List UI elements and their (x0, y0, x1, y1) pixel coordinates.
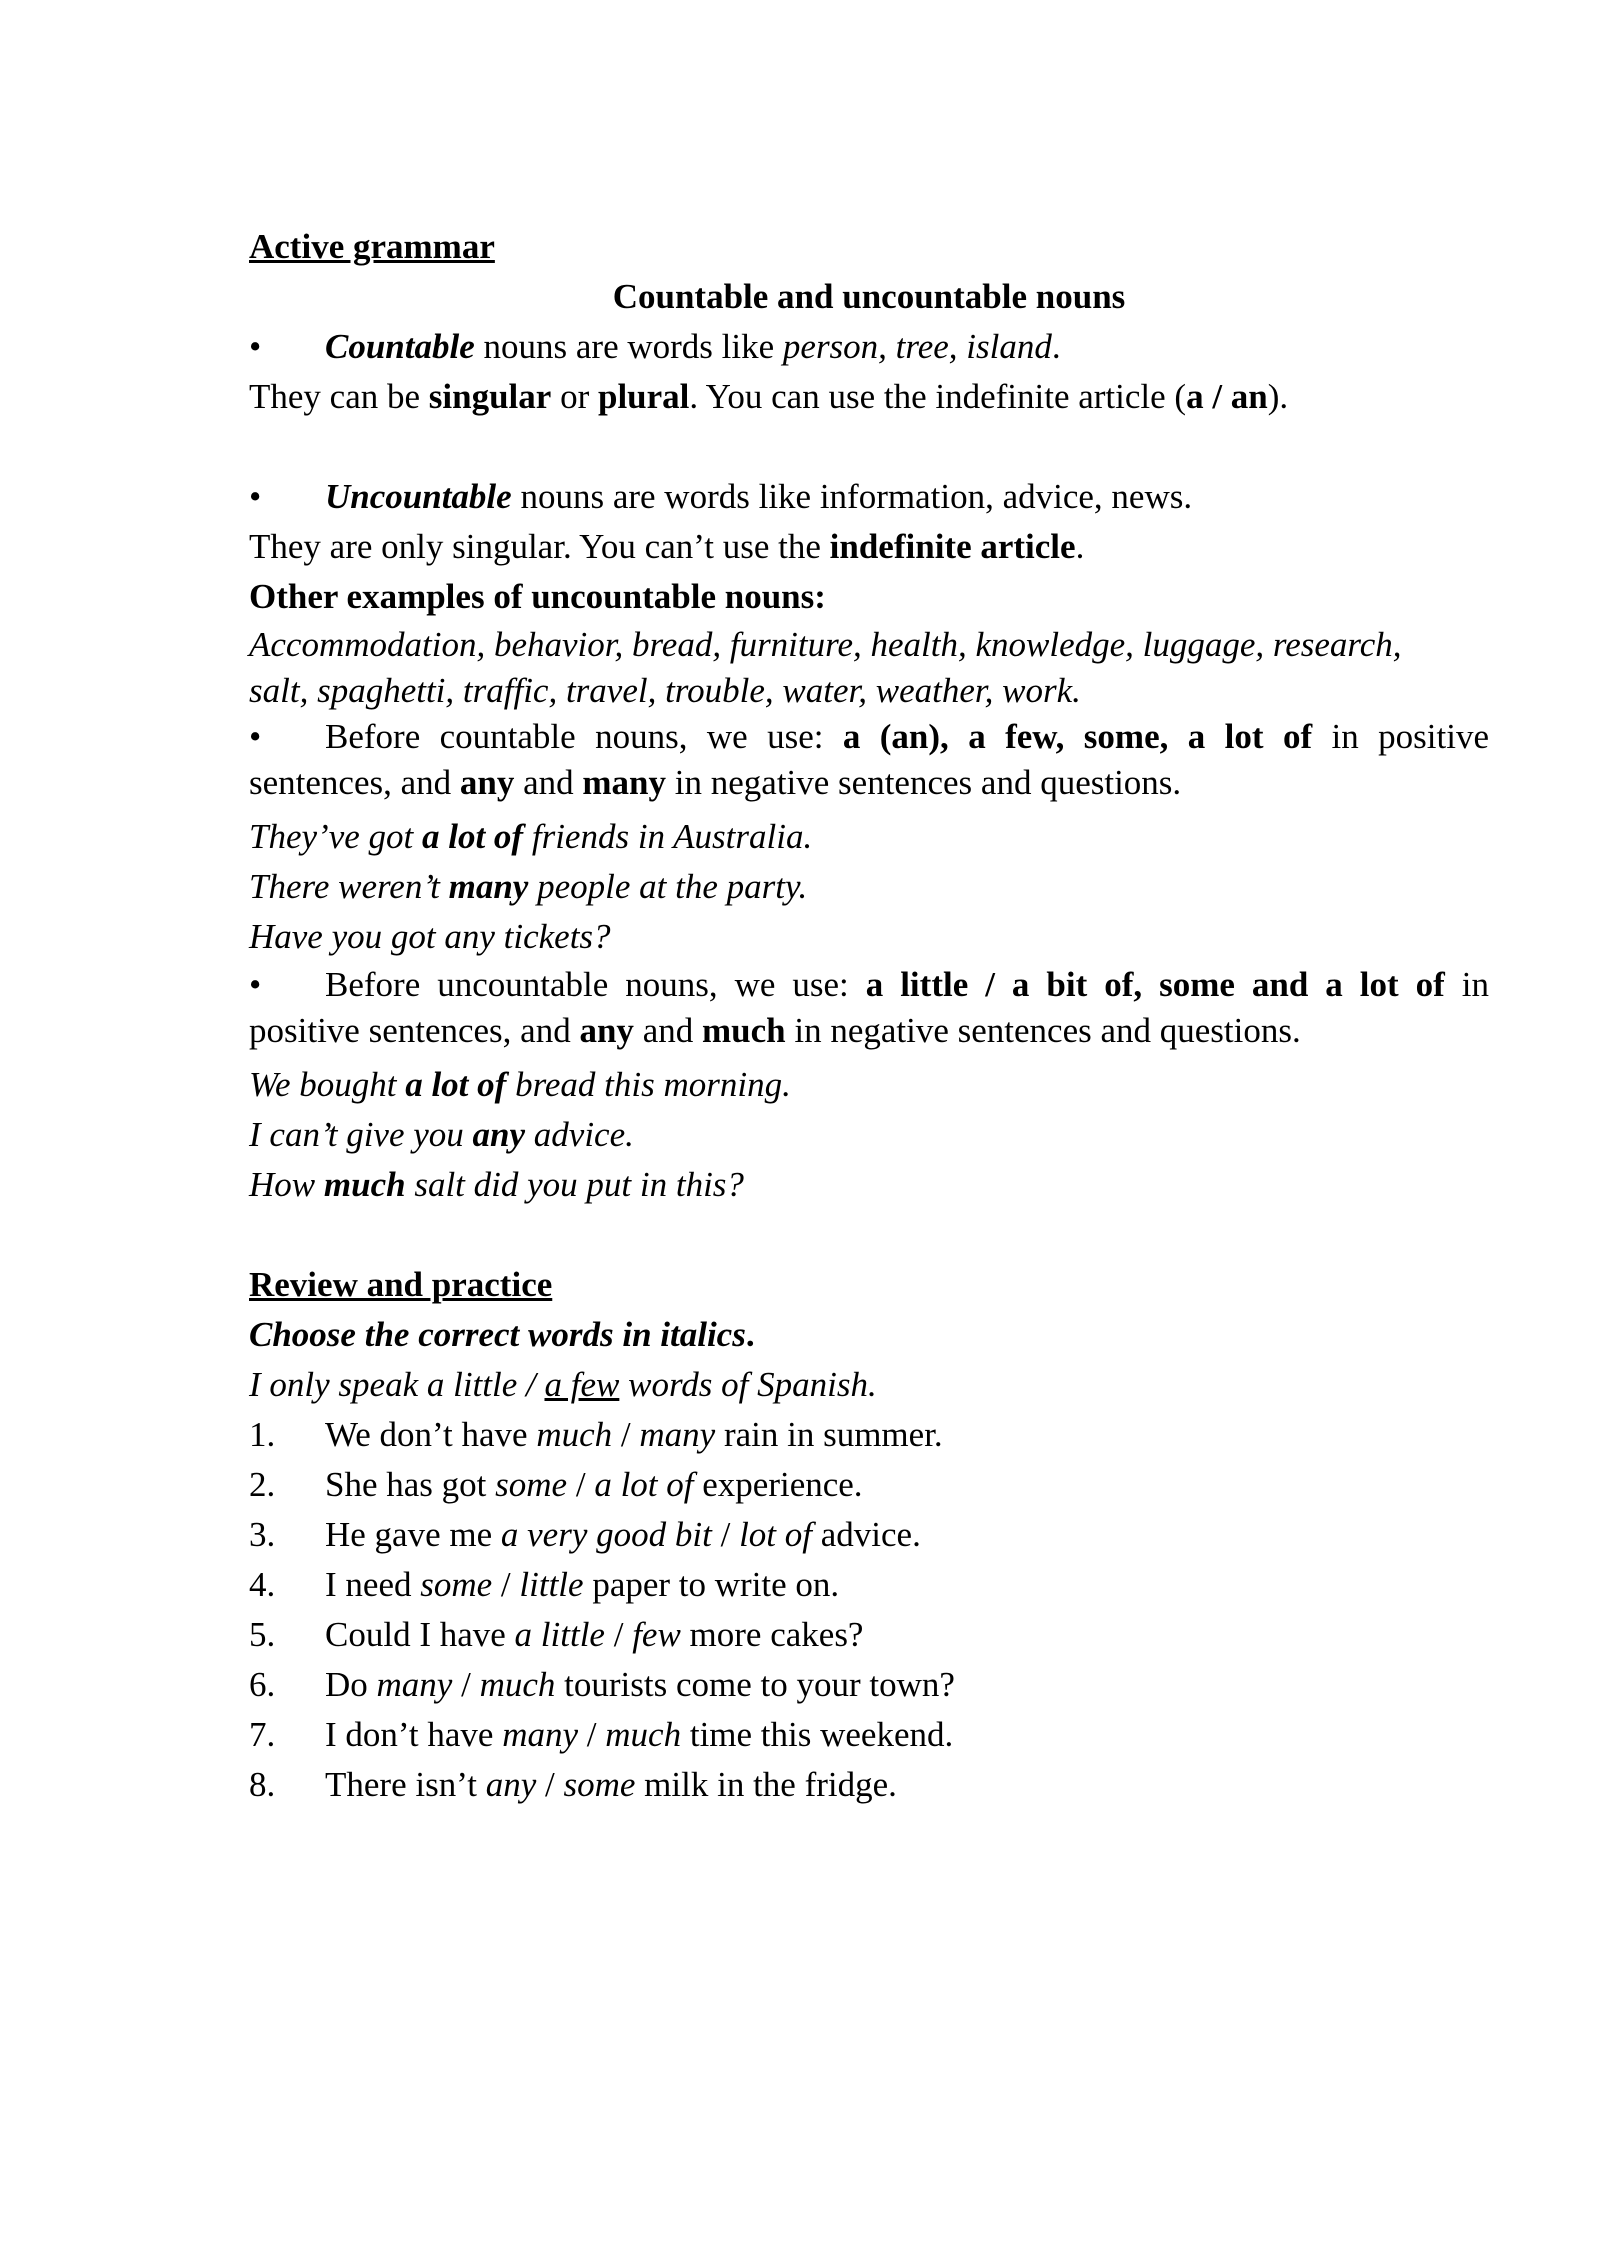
exercise-item: 6. Do many / much tourists come to your town? (249, 1665, 955, 1704)
exercise-item: 1. We don’t have much / many rain in summer. (249, 1415, 943, 1454)
exercise-item: 7. I don’t have many / much time this weekend. (249, 1715, 954, 1754)
bullet-icon: • (249, 965, 262, 1004)
exercise-item: 8. There isn’t any / some milk in the fridge. (249, 1765, 897, 1804)
bullet-icon: • (249, 477, 262, 516)
example-sentence: They’ve got a lot of friends in Australia. (249, 817, 813, 856)
example-sentence: There weren’t many people at the party. (249, 867, 808, 906)
exercise-item: 4. I need some / little paper to write on. (249, 1565, 840, 1604)
uncountable-examples: Accommodation, behavior, bread, furniture, health, knowledge, luggage, research, salt, spaghetti, traffic, travel, trouble, water, weather, work. (249, 625, 1402, 710)
exercise-instruction: Choose the correct words in italics. (249, 1315, 755, 1354)
uncountable-rule: They are only singular. You can’t use the indefinite article. (249, 527, 1085, 566)
bullet-countable-quantifiers: • Before countable nouns, we use: a (an), a few, some, a lot of in positive sentences, and any and many in negative sentences and questions. (249, 714, 1489, 812)
example-sentence: How much salt did you put in this? (249, 1165, 744, 1204)
other-examples-heading: Other examples of uncountable nouns: (249, 577, 826, 616)
bullet-icon: • (249, 717, 262, 756)
spacer (249, 1210, 1489, 1260)
spacer (249, 422, 1489, 472)
example-sentence: I can’t give you any advice. (249, 1115, 634, 1154)
section-heading-review: Review and practice (249, 1265, 553, 1304)
exercise-item: 5. Could I have a little / few more cakes? (249, 1615, 864, 1654)
section-heading-active-grammar: Active grammar (249, 227, 495, 266)
document-content (249, 222, 1489, 1810)
bullet-text: Countable nouns are words like person, tree, island. (325, 327, 1061, 366)
countable-rule: They can be singular or plural. You can use the indefinite article (a / an). (249, 377, 1289, 416)
bullet-text: Uncountable nouns are words like information, advice, news. (325, 477, 1193, 516)
example-sentence: We bought a lot of bread this morning. (249, 1065, 791, 1104)
exercise-item: 3. He gave me a very good bit / lot of advice. (249, 1515, 921, 1554)
exercise-list (249, 1410, 1489, 1810)
bullet-icon: • (249, 327, 262, 366)
bullet-countable (249, 322, 1489, 372)
exercise-item: 2. She has got some / a lot of experience. (249, 1465, 863, 1504)
bullet-uncountable-quantifiers: • Before uncountable nouns, we use: a little / a bit of, some and a lot of in positive sentences, and any and much in negative sentences and questions. (249, 962, 1489, 1060)
page-title: Countable and uncountable nouns (612, 277, 1126, 316)
example-sentence: Have you got any tickets? (249, 917, 611, 956)
bullet-uncountable (249, 472, 1489, 522)
exercise-example: I only speak a little / a few words of Spanish. (249, 1365, 877, 1404)
